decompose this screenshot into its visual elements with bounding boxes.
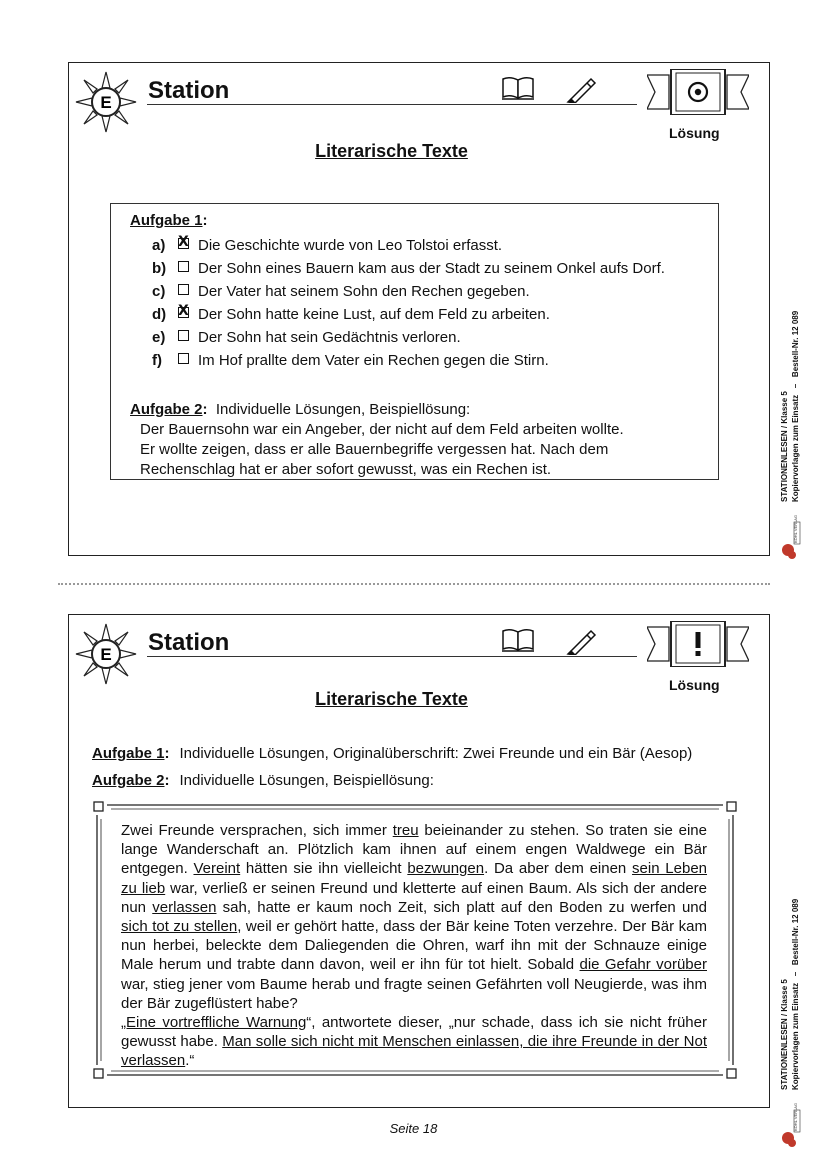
story-text bbox=[121, 821, 707, 1071]
item-letter: e) bbox=[152, 329, 166, 346]
checkbox-icon bbox=[178, 330, 189, 341]
aufgabe2-heading: Aufgabe 2 bbox=[130, 401, 203, 418]
story-segment: Zwei Freunde versprachen, sich immer bbox=[121, 822, 393, 839]
underlined-phrase: Man solle sich nicht mit Menschen einlassen, die ihre Freunde in der Not verlassen bbox=[121, 1033, 707, 1070]
item-text: Die Geschichte wurde von Leo Tolstoi erfasst. bbox=[198, 237, 503, 254]
target-icon bbox=[686, 80, 710, 104]
aufgabe1-line: Aufgabe 1: Individuelle Lösungen, Originalüberschrift: Zwei Freunde und ein Bär (Aesop) bbox=[92, 745, 693, 762]
underlined-phrase: treu bbox=[392, 822, 419, 839]
checkbox-icon bbox=[178, 353, 189, 364]
station-title: Station bbox=[148, 77, 230, 104]
story-segment: . Da aber dem einen bbox=[484, 860, 633, 878]
item-text: Der Sohn hat sein Gedächtnis verloren. bbox=[198, 329, 461, 346]
aufgabe1-heading: Aufgabe 1: bbox=[130, 212, 208, 229]
title-underline bbox=[147, 656, 637, 657]
aufgabe2-intro: Individuelle Lösungen, Beispiellösung: bbox=[215, 401, 471, 418]
aufgabe1-heading: Aufgabe 1 bbox=[92, 745, 165, 762]
book-icon bbox=[501, 627, 535, 653]
item-letter: f) bbox=[152, 352, 162, 369]
aufgabe2-line: Aufgabe 2: Individuelle Lösungen, Beispiellösung: bbox=[92, 772, 434, 789]
aufgabe1-text: Individuelle Lösungen, Originalüberschrift: Zwei Freunde und ein Bär (Aesop) bbox=[179, 745, 693, 762]
aufgabe2-line: Rechenschlag hat er aber sofort gewusst, was ein Rechen ist. bbox=[140, 461, 552, 478]
item-text: Der Vater hat seinem Sohn den Rechen gegeben. bbox=[198, 283, 530, 300]
svg-text:KOHL VERLAG: KOHL VERLAG bbox=[793, 514, 798, 543]
story-segment: war, verließ er seinen Freund und kletterte auf einen Baum. Als sich der andere nun bbox=[121, 879, 707, 916]
story-segment: war, stieg jener vom Baume herab und fragte seinen Gefährten voll Neugierde, was ihm der Bär zugeflüstert habe? bbox=[121, 975, 707, 1012]
item-letter: a) bbox=[152, 237, 166, 254]
story-segment: hätten sie ihn vielleicht bbox=[240, 860, 408, 878]
station-sun-icon bbox=[75, 71, 137, 133]
underlined-phrase: Vereint bbox=[193, 860, 241, 878]
loesung-label: Lösung bbox=[669, 677, 720, 693]
series-subtitle: Kopiervorlagen zum Einsatz bbox=[791, 394, 800, 502]
aufgabe2-block: Aufgabe 2: Individuelle Lösungen, Beispiellösung: Der Bauernsohn war ein Angeber, der nicht auf dem Feld arbeiten wollte. Er wollte zeigen, dass er alle Bauernbegriffe vergessen hat. Nach dem Rechenschlag hat er aber sofort gewusst, was ein Rechen ist. bbox=[130, 401, 624, 478]
aufgabe2-text: Individuelle Lösungen, Beispiellösung: bbox=[179, 772, 434, 789]
item-letter: c) bbox=[152, 283, 166, 300]
checklist-item bbox=[152, 329, 461, 346]
aufgabe2-heading: Aufgabe 2 bbox=[92, 772, 165, 789]
checklist-item bbox=[152, 352, 549, 369]
aufgabe2-line: Der Bauernsohn war ein Angeber, der nicht auf dem Feld arbeiten wollte. bbox=[140, 421, 624, 438]
loesung-label: Lösung bbox=[669, 125, 720, 141]
svg-text:KOHL VERLAG: KOHL VERLAG bbox=[793, 1102, 798, 1131]
side-info-1: STATIONENLESEN / Klasse 5 Kopiervorlagen zum Einsatz – Bestell-Nr. 12 089 KOHL VERLAG bbox=[779, 230, 803, 560]
story-segment: “, antwortete dieser, „nur schade, dass ich sie nicht früher gewusst habe. bbox=[121, 1014, 707, 1051]
item-text: Der Sohn hatte keine Lust, auf dem Feld zu arbeiten. bbox=[198, 306, 550, 323]
series-subtitle: Kopiervorlagen zum Einsatz bbox=[791, 982, 800, 1090]
station-card-1 bbox=[68, 62, 770, 556]
underlined-phrase: die Gefahr vorüber bbox=[579, 956, 707, 974]
cut-line bbox=[58, 583, 770, 585]
answer-box bbox=[110, 203, 719, 480]
story-segment: , weil er gehört hatte, dass der Bär keine Toten verzehre. Der Bär kam nun herbei, beleckte dem Daliegenden die Ohren, warf ihn mit der Schnauze einige Male herum und trabte dann davon, weil er ihn für tot hielt. Sobald bbox=[121, 918, 707, 974]
item-text: Im Hof prallte dem Vater ein Rechen gegen die Stirn. bbox=[198, 352, 549, 369]
underlined-phrase: sich tot zu stellen bbox=[121, 918, 238, 936]
order-number: Bestell-Nr. 12 089 bbox=[791, 898, 800, 966]
pencil-icon bbox=[565, 627, 597, 655]
underlined-phrase: sein Leben zu lieb bbox=[121, 860, 708, 897]
underlined-phrase: verlassen bbox=[152, 898, 217, 916]
page-subtitle: Literarische Texte bbox=[315, 689, 468, 709]
checklist-item bbox=[152, 306, 550, 323]
underlined-phrase: bezwungen bbox=[407, 860, 485, 878]
checklist-item bbox=[152, 260, 665, 277]
station-title: Station bbox=[148, 629, 230, 656]
series-title: STATIONENLESEN / Klasse 5 bbox=[780, 979, 789, 1090]
pencil-icon bbox=[565, 75, 597, 103]
item-letter: b) bbox=[152, 260, 167, 277]
order-number: Bestell-Nr. 12 089 bbox=[791, 310, 800, 378]
station-card-2 bbox=[68, 614, 770, 1108]
checklist-item bbox=[152, 237, 502, 254]
item-text: Der Sohn eines Bauern kam aus der Stadt zu seinem Onkel aufs Dorf. bbox=[198, 260, 665, 277]
checkbox-icon bbox=[178, 261, 189, 272]
station-sun-icon bbox=[75, 623, 137, 685]
exclamation-icon bbox=[688, 630, 708, 658]
aufgabe2-line: Er wollte zeigen, dass er alle Bauernbegriffe vergessen hat. Nach dem bbox=[140, 441, 609, 458]
checkbox-icon bbox=[178, 284, 189, 295]
story-segment: sah, hatte er kaum noch Zeit, sich platt auf den Boden zu werfen und bbox=[216, 898, 707, 916]
checked-box-icon bbox=[178, 307, 189, 318]
station-letter: E bbox=[100, 93, 112, 112]
checklist-item bbox=[152, 283, 530, 300]
series-title: STATIONENLESEN / Klasse 5 bbox=[780, 391, 789, 502]
item-letter: d) bbox=[152, 306, 167, 323]
page-number: Seite 18 bbox=[389, 1121, 438, 1136]
station-letter: E bbox=[100, 645, 112, 664]
side-info-2: STATIONENLESEN / Klasse 5 Kopiervorlagen zum Einsatz – Bestell-Nr. 12 089 KOHL VERLAG bbox=[779, 818, 803, 1148]
checked-box-icon bbox=[178, 238, 189, 249]
story-segment: .“ bbox=[185, 1052, 195, 1070]
publisher-logo-icon bbox=[779, 510, 803, 560]
page-subtitle: Literarische Texte bbox=[315, 141, 468, 161]
title-underline bbox=[147, 104, 637, 105]
underlined-phrase: „Eine vortreffliche Warnung bbox=[121, 1014, 307, 1032]
story-segment: beieinander zu stehen. So traten sie eine lange Wanderschaft an. Plötzlich kam ihnen auf einem engen Waldwege ein Bär entgegen. bbox=[121, 822, 707, 878]
book-icon bbox=[501, 75, 535, 101]
